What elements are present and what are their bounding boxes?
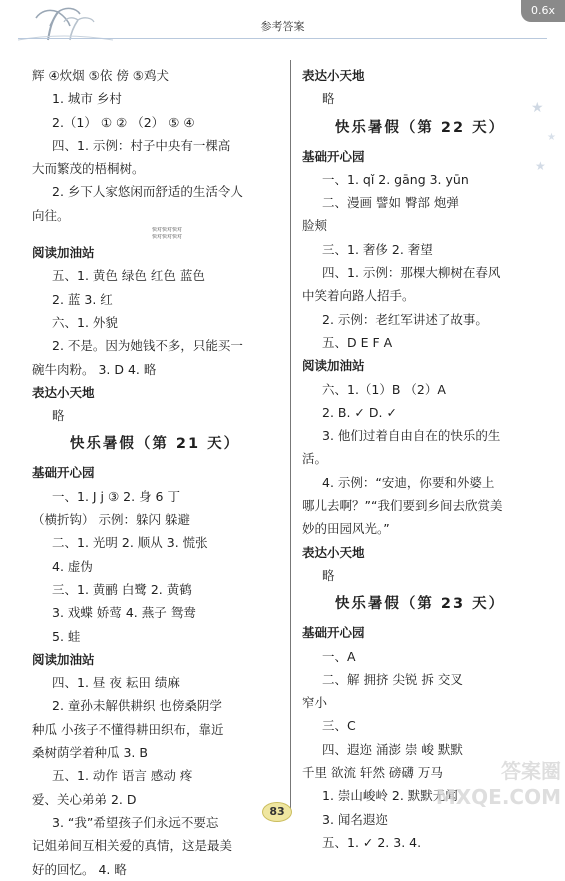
answer-line: 一、1. qǐ 2. gāng 3. yūn bbox=[322, 171, 469, 187]
answer-line: 4. 示例：“安迪，你要和外婆上 bbox=[322, 474, 495, 490]
section-heading: 表达小天地 bbox=[302, 68, 365, 83]
answer-line: 2. 乡下人家悠闲而舒适的生活令人 bbox=[52, 184, 243, 200]
section-heading: 基础开心园 bbox=[32, 465, 95, 481]
header-title: 参考答案 bbox=[260, 20, 305, 33]
answer-line: 大而繁茂的梧桐树。 bbox=[32, 161, 145, 177]
answer-line: 三、1. 黄鹂 白鹭 2. 黄鹤 bbox=[52, 581, 192, 597]
answer-line: （横折钩） 示例：躲闪 躲避 bbox=[32, 512, 190, 528]
answer-line: 六、1. 外貌 bbox=[52, 314, 118, 330]
svg-text:★: ★ bbox=[535, 159, 546, 173]
answer-line: 二、1. 光明 2. 顺从 3. 慌张 bbox=[52, 535, 208, 551]
answer-line: 5. 蛙 bbox=[52, 628, 81, 644]
section-heading: 基础开心园 bbox=[302, 625, 365, 641]
answer-line: 四、1. 示例：那棵大柳树在春风 bbox=[322, 265, 501, 281]
answer-line: 爱、关心弟弟 2. D bbox=[32, 791, 137, 807]
answer-line: 1. 崇山峻岭 2. 默默无闻 bbox=[322, 788, 458, 804]
day-title: 快乐暑假（第 23 天） bbox=[334, 596, 506, 613]
answer-line: 二、漫画 譬如 臀部 炮弹 bbox=[322, 195, 459, 211]
answer-line: 4. 虚伪 bbox=[52, 558, 93, 574]
answer-line: 六、1.（1）B （2）A bbox=[322, 381, 446, 397]
answer-line: 略 bbox=[52, 408, 65, 424]
answer-line: 好的回忆。 4. 略 bbox=[32, 861, 127, 877]
section-heading: 基础开心园 bbox=[302, 148, 365, 164]
answer-line: 一、1. J j ③ 2. 身 6 丁 bbox=[52, 488, 180, 504]
section-heading: 阅读加油站 bbox=[32, 651, 95, 667]
answer-line: 3. “我”希望孩子们永远不要忘 bbox=[52, 814, 219, 830]
answer-line: 三、C bbox=[322, 718, 356, 734]
section-heading: 表达小天地 bbox=[32, 384, 95, 400]
answer-line: 桑树荫学着种瓜 3. B bbox=[32, 745, 148, 761]
section-heading: 阅读加油站 bbox=[302, 358, 365, 374]
zoom-indicator[interactable]: 0.6x bbox=[521, 0, 565, 22]
header-divider bbox=[18, 38, 547, 39]
answer-line: 快对快对快对 bbox=[152, 227, 183, 234]
page-number: 83 bbox=[262, 802, 292, 822]
section-heading: 阅读加油站 bbox=[32, 245, 95, 261]
answer-line: 二、解 拥挤 尖锐 拆 交叉 bbox=[322, 671, 463, 687]
section-heading: 表达小天地 bbox=[302, 544, 365, 560]
day-title: 快乐暑假（第 21 天） bbox=[69, 436, 241, 453]
answer-line: 2. 不是。因为她钱不多，只能买一 bbox=[52, 338, 243, 354]
answer-line: 中笑着向路人招手。 bbox=[302, 288, 415, 304]
answer-line: 碗牛肉粉。 3. D 4. 略 bbox=[32, 361, 157, 377]
watermark bbox=[421, 758, 561, 828]
answer-line: 略 bbox=[322, 91, 335, 107]
answer-line: 3. 闻名遐迩 bbox=[322, 811, 388, 827]
answer-line: 向往。 bbox=[32, 207, 70, 223]
answer-line: 2. 示例：老红军讲述了故事。 bbox=[322, 311, 488, 327]
answer-line: 略 bbox=[322, 567, 335, 583]
answer-line: 2. B. ✓ D. ✓ bbox=[322, 404, 397, 420]
answer-line: 五、1. ✓ 2. 3. 4. bbox=[322, 834, 422, 850]
answer-line: 一、A bbox=[322, 648, 356, 664]
answer-line: 三、1. 奢侈 2. 奢望 bbox=[322, 241, 433, 257]
day-title: 快乐暑假（第 22 天） bbox=[334, 119, 506, 136]
answer-line: 活。 bbox=[302, 451, 328, 467]
answer-line: 窄小 bbox=[302, 695, 328, 711]
answer-line: 五、D E F A bbox=[322, 334, 393, 350]
left-column bbox=[32, 64, 278, 881]
answer-line: 2. 童孙未解供耕织 也傍桑阴学 bbox=[52, 698, 222, 714]
watermark-line2: MXQE.COM bbox=[435, 785, 561, 809]
answer-line: 四、1. 昼 夜 耘田 绩麻 bbox=[52, 675, 180, 691]
column-divider bbox=[290, 60, 291, 810]
answer-line: 3. 戏蝶 娇莺 4. 燕子 鸳鸯 bbox=[52, 605, 196, 621]
right-column bbox=[302, 64, 538, 854]
answer-line: 五、1. 黄色 绿色 红色 蓝色 bbox=[52, 268, 205, 284]
answer-line: 四、1. 示例：村子中央有一棵高 bbox=[52, 137, 231, 153]
answer-line: 快对快对快对 bbox=[152, 234, 183, 241]
answer-line: 千里 欲流 轩然 磅礴 万马 bbox=[302, 765, 443, 781]
answer-line: 3. 他们过着自由自在的快乐的生 bbox=[322, 428, 501, 444]
watermark-line1: 答案圈 bbox=[501, 759, 561, 783]
page-header bbox=[0, 0, 565, 46]
answer-line: 妙的田园风光。” bbox=[302, 521, 390, 537]
answer-line: 2.（1） ① ② （2） ⑤ ④ bbox=[52, 114, 195, 130]
answer-line: 种瓜 小孩子不懂得耕田织布，靠近 bbox=[32, 721, 224, 737]
svg-text:★: ★ bbox=[547, 132, 556, 143]
answer-line: 辉 ④炊烟 ⑤依 傍 ⑤鸡犬 bbox=[32, 68, 170, 83]
answer-line: 脸颊 bbox=[302, 218, 328, 234]
svg-text:★: ★ bbox=[531, 100, 544, 116]
answer-line: 哪儿去啊？”“我们要到乡间去欣赏美 bbox=[302, 498, 503, 514]
answer-line: 记姐弟间互相关爱的真情，这是最美 bbox=[32, 838, 233, 854]
answer-line: 四、遐迩 涌澎 崇 峻 默默 bbox=[322, 741, 463, 757]
answer-line: 2. 蓝 3. 红 bbox=[52, 291, 113, 307]
answer-line: 1. 城市 乡村 bbox=[52, 91, 122, 107]
answer-line: 五、1. 动作 语言 感动 疼 bbox=[52, 768, 193, 784]
